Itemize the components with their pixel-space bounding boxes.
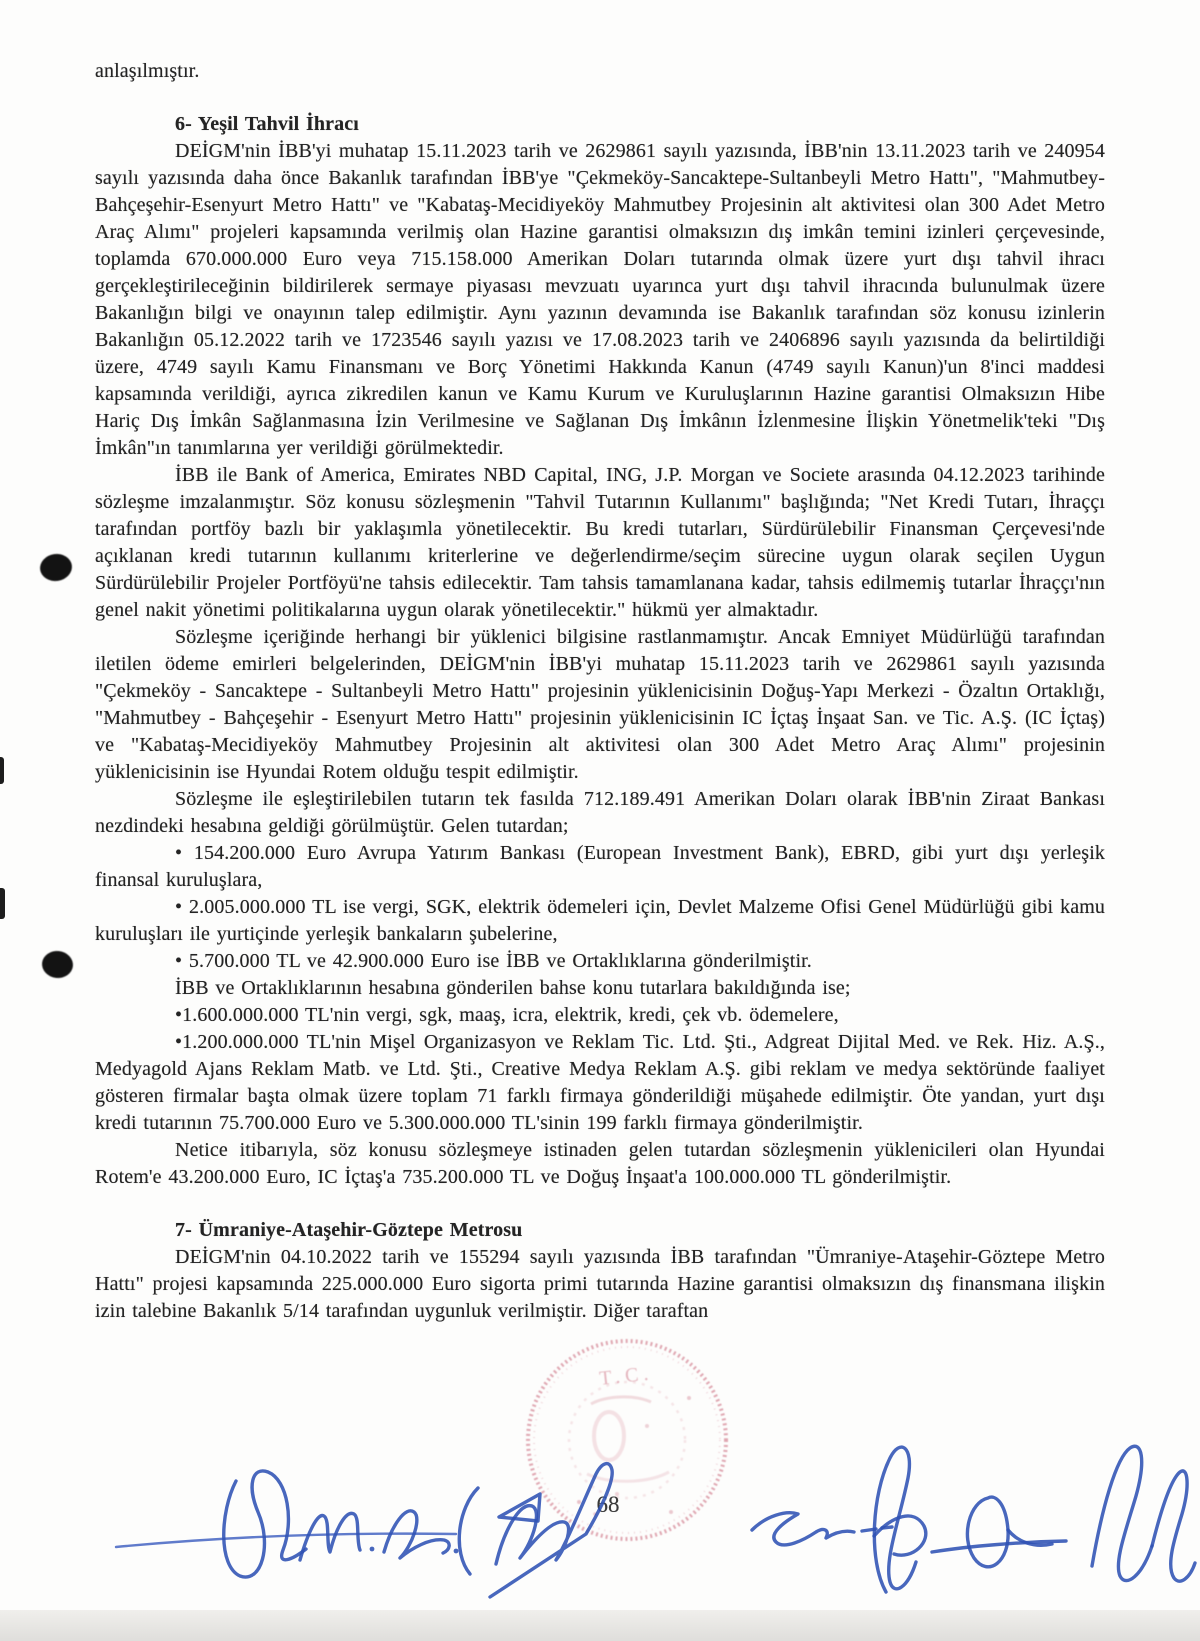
signature-right-3 (932, 1497, 1066, 1567)
section-6-bullet-5: •1.200.000.000 TL'nin Mişel Organizasyon ve Reklam Tic. Ltd. Şti., Adgreat Dijital Med. ve Rek. Hiz. A.Ş., Medyagold Ajans Reklam Matb. ve Ltd. Şti., Creative Medya Reklam A.Ş. gibi reklam ve medya sektöründe faaliyet gösteren firmalar başta olmak üzere toplam 71 farklı firmaya gönderildiği müşahede edilmiştir. Öte yandan, yurt dışı kredi tutarının 75.700.000 Euro ve 5.300.000.000 TL'sinin 199 farklı firmaya gönderilmiştir. (95, 1031, 1105, 1134)
signature-right-2 (874, 1447, 926, 1592)
section-6-paragraph-4: Sözleşme ile eşleştirilebilen tutarın tek fasılda 712.189.491 Amerikan Doları olarak İBB'nin Ziraat Bankası nezdindeki hesabına geldiği görülmüştür. Gelen tutardan; (95, 788, 1105, 837)
section-7-heading: 7- Ümraniye-Ataşehir-Göztepe Metrosu (175, 1219, 523, 1241)
section-6-paragraph-5: İBB ve Ortaklıklarının hesabına gönderilen bahse konu tutarlara bakıldığında ise; (175, 977, 851, 999)
section-6-bullet-4: •1.600.000.000 TL'nin vergi, sgk, maaş, icra, elektrik, kredi, çek vb. ödemelere, (175, 1004, 839, 1026)
section-6-paragraph-2: İBB ile Bank of America, Emirates NBD Capital, ING, J.P. Morgan ve Societe arasında 04.12.2023 tarihinde sözleşme imzalanmıştır. Söz konusu sözleşmenin "Tahvil Tutarının Kullanımı" başlığında; "Net Kredi Tutarı, İhraççı tarafından portföy bazlı bir yaklaşımla yönetilecektir. Bu kredi tutarları, Sürdürülebilir Finansman Çerçevesi'nde açıklanan kredi tutarının kullanımı kriterlerine ve değerlendirme/seçim sürecine uygun olarak seçilen Uygun Sürdürülebilir Projeler Portföyü'ne tahsis edilecektir. Tam tahsis tamamlanana kadar, tahsis edilmemiş tutarlar İhraççı'nın genel nakit yönetimi politikalarına uygun olarak yönetilecektir." hükmü yer almaktadır. (95, 464, 1105, 621)
section-6-bullet-3: • 5.700.000 TL ve 42.900.000 Euro ise İBB ve Ortaklıklarına gönderilmiştir. (175, 950, 812, 972)
section-6-paragraph-1: DEİGM'nin İBB'yi muhatap 15.11.2023 tarih ve 2629861 sayılı yazısında, İBB'nin 13.11.2023 tarih ve 240954 sayılı yazısında daha önce Bakanlık tarafından İBB'ye "Çekmeköy-Sancaktepe-Sultanbeyli Metro Hattı", "Mahmutbey-Bahçeşehir-Esenyurt Metro Hattı" ve "Kabataş-Mecidiyeköy Mahmutbey Projesinin alt aktivitesi olan 300 Adet Metro Araç Alımı" projeleri kapsamında verilmiş olan Hazine garantisi olmaksızın dış imkân temini izinleri çerçevesinde, toplamda 670.000.000 Euro veya 715.158.000 Amerikan Doları tutarında olmak üzere yurt dışı tahvil ihracı gerçekleştirileceğinin bildirilerek sermaye piyasası mevzuatı uyarınca yurt dışı tahvil ihracında bulunulmak üzere Bakanlığın bilgi ve onayının talep edilmiştir. Aynı yazının devamında ise Bakanlık tarafından söz konusu izinlerin Bakanlığın 05.12.2022 tarih ve 1723546 sayılı yazısı ve 17.08.2023 tarih ve 2406896 sayılı yazısında da belirtildiği üzere, 4749 sayılı Kamu Finansmanı ve Borç Yönetimi Hakkında Kanun (4749 sayılı Kanun)'un 8'inci maddesi kapsamında verildiği, ayrıca zikredilen kanun ve Kamu Kurum ve Kuruluşlarının Hazine garantisi Olmaksızın Hibe Hariç Dış İmkân Sağlanmasına İzin Verilmesine ve Sağlanan Dış İmkânın İzlenmesine İlişkin Yönetmelik'teki "Dış İmkân"ın tanımlarına yer verildiği görülmektedir. (95, 140, 1105, 459)
signature-left-3 (459, 1464, 612, 1597)
section-6-heading: 6- Yeşil Tahvil İhracı (175, 113, 359, 135)
section-6-bullet-1: • 154.200.000 Euro Avrupa Yatırım Bankası (European Investment Bank), EBRD, gibi yurt dışı yerleşik finansal kuruluşlara, (95, 842, 1105, 891)
signature-right-1 (752, 1513, 892, 1545)
signature-right-4 (1092, 1446, 1195, 1581)
section-6-bullet-2: • 2.005.000.000 TL ise vergi, SGK, elektrik ödemeleri için, Devlet Malzeme Ofisi Genel Müdürlüğü gibi kamu kuruluşları ile yurtiçinde yerleşik bankaların şubelerine, (95, 896, 1105, 945)
section-6-paragraph-3: Sözleşme içeriğinde herhangi bir yüklenici bilgisine rastlanmamıştır. Ancak Emniyet Müdürlüğü tarafından iletilen ödeme emirleri belgelerinden, DEİGM'nin İBB'yi muhatap 15.11.2023 tarih ve 2629861 sayılı yazısında "Çekmeköy - Sancaktepe - Sultanbeyli Metro Hattı" projesinin yüklenicisinin Doğuş-Yapı Merkezi - Özaltın Ortaklığı, "Mahmutbey - Bahçeşehir - Esenyurt Metro Hattı" projesinin yüklenicisinin IC İçtaş İnşaat San. ve Tic. A.Ş. (IC İçtaş) ve "Kabataş-Mecidiyeköy Mahmutbey Projesinin alt aktivitesi olan 300 Adet Metro Araç Alımı" projesinin yüklenicisinin ise Hyundai Rotem olduğu tespit edilmiştir. (95, 626, 1105, 783)
svg-text:T.C.: T.C. (598, 1362, 655, 1390)
section-7-paragraph-1: DEİGM'nin 04.10.2022 tarih ve 155294 sayılı yazısında İBB tarafından "Ümraniye-Ataşehir-Göztepe Metro Hattı" projesi kapsamında 225.000.000 Euro sigorta primi tutarında Hazine garantisi olmaksızın dış finansmana ilişkin izin talebine Bakanlık 5/14 tarafından uygunluk verilmiştir. Diğer taraftan (95, 1246, 1105, 1322)
signature-left-1 (116, 1471, 456, 1577)
page-number: 68 (596, 1492, 620, 1517)
continuation-text: anlaşılmıştır. (95, 60, 200, 82)
section-6-paragraph-6: Netice itibarıyla, söz konusu sözleşmeye istinaden gelen tutardan sözleşmenin yüklenicileri olan Hyundai Rotem'e 43.200.000 Euro, IC İçtaş'a 735.200.000 TL ve Doğuş İnşaat'a 100.000.000 TL gönderilmiştir. (95, 1139, 1105, 1188)
